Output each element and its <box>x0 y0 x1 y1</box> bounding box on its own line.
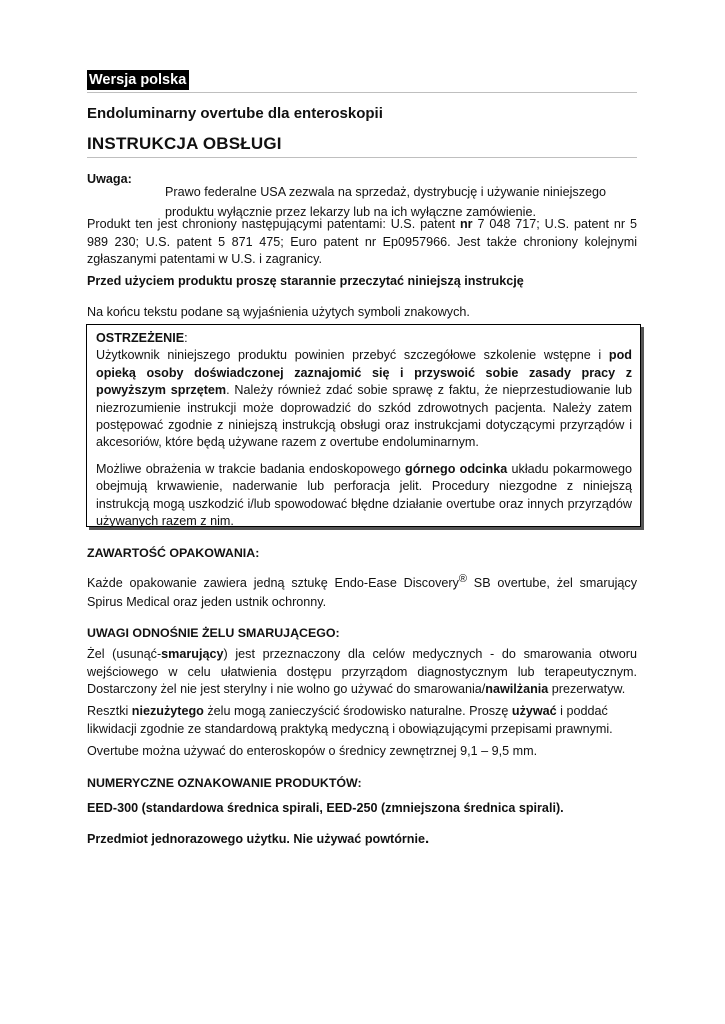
numbering-heading: NUMERYCZNE OZNAKOWANIE PRODUKTÓW: <box>87 776 362 790</box>
contents-text: Każde opakowanie zawiera jedną sztukę Endo-Ease Discovery® SB overtube, żel smarujący Spirus Medical oraz jeden ustnik ochronny. <box>87 572 637 609</box>
header-divider <box>87 92 637 93</box>
patents-paragraph: Produkt ten jest chroniony następującymi patentami: U.S. patent nr 7 048 717; U.S. patent nr 5 989 230; U.S. patent 5 871 475; Euro patent nr Ep0957966. Jest także chroniony kolejnymi zgłaszanymi patentami w U.S. i zagranicy. <box>87 217 637 267</box>
gel-paragraph-2: Resztki niezużytego żelu mogą zanieczyścić środowisko naturalne. Proszę używać i poddać likwidacji zgodnie ze standardową praktyką medyczną i obowiązującymi przepisami prawnymi. <box>87 704 613 736</box>
read-before-use: Przed użyciem produktu proszę starannie przeczytać niniejszą instrukcję <box>87 274 524 288</box>
product-models: EED-300 (standardowa średnica spirali, EED-250 (zmniejszona średnica spirali). <box>87 801 564 815</box>
document-title: INSTRUKCJA OBSŁUGI <box>87 134 282 153</box>
gel-heading: UWAGI ODNOŚNIE ŻELU SMARUJĄCEGO: <box>87 626 340 640</box>
warning-heading: OSTRZEŻENIE: <box>96 331 188 345</box>
warning-paragraph-2: Możliwe obrażenia w trakcie badania endoskopowego górnego odcinka układu pokarmowego obejmują krwawienie, naderwanie lub perforacja jelit. Procedury niezgodne z niniejszą instrukcją mogą uszkodzić i/lub spowodować błędne działanie overtube oraz innych przyrządów używanych razem z nim. <box>96 461 632 529</box>
warning-paragraph-1: Użytkownik niniejszego produktu powinien przebyć szczegółowe szkolenie wstępne i pod opieką osoby doświadczonej zaznajomić się i przyswoić sobie zasady pracy z powyższym sprzętem. Należy również zdać sobie sprawę z faktu, że nieprzestudiowanie lub niezrozumienie instrukcji może doprowadzić do szkód zdrowotnych pacjenta. Należy zatem postępować zgodnie z niniejszą instrukcją obsługi oraz instrukcjami dotyczącymi przyrządów i akcesoriów, które będą używane razem z overtube endoluminarnym. <box>96 348 632 450</box>
title-divider <box>87 157 637 158</box>
document-subtitle: Endoluminarny overtube dla enteroskopii <box>87 105 383 122</box>
contents-heading: ZAWARTOŚĆ OPAKOWANIA: <box>87 546 260 560</box>
single-use-note: Przedmiot jednorazowego użytku. Nie używać powtórnie. <box>87 830 430 847</box>
note-text: Prawo federalne USA zezwala na sprzedaż, dystrybucję i używanie niniejszego produktu wyłącznie przez lekarzy lub na ich wyłączne zamówienie. <box>165 184 607 219</box>
symbols-note: Na końcu tekstu podane są wyjaśnienia użytych symboli znakowych. <box>87 305 470 319</box>
language-tag: Wersja polska <box>87 70 189 90</box>
gel-paragraph-3: Overtube można używać do enteroskopów o średnicy zewnętrznej 9,1 – 9,5 mm. <box>87 744 538 758</box>
note-label: Uwaga: <box>87 172 132 186</box>
warning-box <box>86 324 641 527</box>
gel-paragraph-1: Żel (usunąć-smarujący) jest przeznaczony dla celów medycznych - do smarowania otworu wejściowego w celu ułatwienia dostępu przyrządom diagnostycznym lub terapeutycznym. Dostarczony żel nie jest sterylny i nie wolno go używać do smarowania/nawilżania prezerwatyw. <box>87 647 637 697</box>
